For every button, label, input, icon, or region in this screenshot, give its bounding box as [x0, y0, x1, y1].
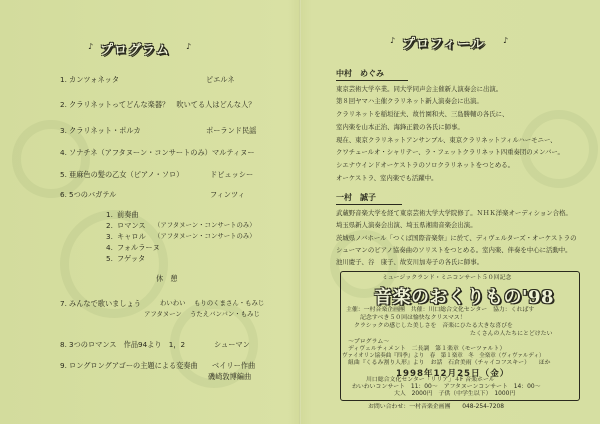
profile-1-line: 第８回ヤマハ主催クラリネット新人演奏会に出演。: [336, 97, 483, 105]
intermission-label: 休 憩: [156, 274, 178, 283]
item-6-composer: フィンツィ: [210, 190, 245, 199]
event-venue: 川口総合文化センター「リリア」４F 音楽ホール: [366, 377, 495, 383]
profile-1-line: 室内楽を山本正治、海鋒正毅の各氏に師事。: [336, 123, 464, 131]
event-note-3: たくさんの人たちにとどけたい: [470, 331, 553, 337]
item-4-title: ソナチネ（アフタヌーン・コンサートのみ）: [69, 148, 212, 157]
music-note-icon: ♪: [503, 36, 509, 45]
event-date: 1998年12月25日（金）: [396, 369, 510, 379]
event-note-1: 記念すべき５０回は愉快なクリスマス！: [360, 315, 466, 321]
item-6-no: 6.: [60, 190, 67, 199]
event-program-label: ～プログラム～: [348, 339, 390, 345]
sub-item-1-no: 1.: [106, 210, 113, 219]
item-5-title: 亜麻色の髪の乙女（ピアノ・ソロ）: [69, 170, 184, 179]
event-title: 音楽のおくりもの'98: [374, 287, 555, 308]
item-8-composer: シューマン: [214, 340, 250, 349]
item-1-composer: ピエルネ: [206, 75, 235, 84]
item-2-no: 2.: [60, 100, 67, 109]
item-7-no: 7.: [60, 299, 67, 308]
profile-2-line: 茨城県ノバホール「つくば国際音楽祭」に於て、ディヴェルターズ・オーケストラの: [336, 234, 577, 242]
profile-1-name: 中村 めぐみ: [336, 69, 384, 78]
event-sponsor: 主催：一村音楽企画團 共催：川口総合文化センター 協力：くればす: [346, 307, 535, 313]
item-7-song-1: わいわい: [160, 299, 186, 307]
item-1-title: カンツォネッタ: [69, 75, 120, 84]
event-contact: お問い合わせ：一村音楽企画團 048-254-7208: [368, 404, 504, 410]
sub-item-3-note: （アフタヌーン・コンサートのみ）: [154, 232, 256, 240]
profile-1-line: シエナウインドオーケストラのソロクラリネットをつとめる。: [336, 161, 515, 169]
item-3-composer: ポーランド民謡: [206, 126, 257, 135]
item-9-no: 9.: [60, 361, 67, 370]
item-7-credit-2: うたえバンバン・もみじ: [190, 310, 260, 318]
sub-item-2-no: 2.: [106, 221, 113, 230]
sub-item-3-no: 3.: [106, 232, 113, 241]
sub-item-2-title: ロマンス: [117, 221, 146, 230]
item-7-credit-1: もりのくまさん・もみじ: [194, 299, 265, 307]
item-7-title: みんなで歌いましょう: [69, 299, 141, 308]
sub-item-4-no: 4.: [106, 243, 113, 252]
event-program-2: ヴァイオリン協奏曲『四季』より 春 第１楽章 冬 全楽章（ヴィヴァルディ）: [342, 353, 545, 359]
item-9-title: ロングロングアゴーの主題による変奏曲: [69, 361, 198, 370]
item-7-song-2: アフタヌーン: [144, 310, 182, 318]
item-8-no: 8.: [60, 340, 67, 349]
item-9-arranger: 磯崎敦博編曲: [208, 372, 252, 381]
music-note-icon: ♪: [88, 42, 94, 51]
item-9-composer: ベイリー作曲: [212, 361, 256, 370]
profile-2-line: 池川慶子、谷 康子、故安川加寿子の各氏に師事。: [336, 258, 483, 266]
sub-item-2-note: （アフタヌーン・コンサートのみ）: [154, 221, 256, 229]
event-times: わいわいコンサート 11：00～ アフタヌーンコンサート 14：00～: [352, 384, 541, 390]
item-5-composer: ドビュッシー: [210, 170, 254, 179]
item-8-title: 3つのロマンス 作品94より 1，2: [69, 340, 186, 349]
item-6-title: 5つのバガテル: [69, 190, 117, 199]
item-4-composer: マルティヌー: [212, 148, 255, 157]
event-program-1: ディヴェルティメント 二長調 第１楽章（モーツァルト）: [348, 346, 506, 352]
profile-2-line: 埼玉県新人演奏会出演、埼玉県湘南音楽会出演。: [336, 221, 477, 229]
sub-item-5-no: 5.: [106, 254, 113, 263]
item-1-no: 1.: [60, 75, 67, 84]
profile-2-line: 武蔵野音楽大学を経て東京芸術大学大学院修了。ＮＨＫ洋楽オーディション合格。: [336, 209, 572, 217]
profile-1-line: 現在、東京クラリネットアンサンブル、東京クラリネットフィルハーモニー、: [336, 136, 557, 144]
sub-item-5-title: フゲッタ: [117, 254, 146, 263]
profile-1-line: 東京芸術大学卒業。同大学同声会主催新人演奏会に出演。: [336, 85, 503, 93]
profile-1-underline: [336, 80, 408, 81]
music-note-icon: ♪: [390, 36, 396, 45]
event-program-3: 組曲『くるみ割り人形』より お話 石倉美雨（チャイコフスキー） ほか: [348, 360, 551, 366]
sub-item-3-title: キャロル: [117, 232, 146, 241]
event-series: ミュージックランド・ミニコンサート５０回記念: [382, 275, 512, 281]
item-2-title: クラリネットってどんな楽器？ 吹いてる人はどんな人？: [69, 100, 256, 109]
profile-1-line: クワチュールオ・シャリテー、ラ・フェットクラリネット四重奏団のメンバー。: [336, 148, 564, 156]
center-fold: [299, 0, 301, 424]
sub-item-1-title: 前奏曲: [117, 210, 139, 219]
profile-heading: プロフィール: [402, 37, 485, 52]
sub-item-4-title: フォルラーヌ: [117, 243, 160, 252]
program-heading: プログラム: [100, 43, 170, 58]
profile-1-line: クラリネットを稲垣征夫、故竹園和夫、三島勝輔の各氏に、: [336, 110, 509, 118]
profile-2-underline: [336, 204, 402, 205]
item-5-no: 5.: [60, 170, 67, 179]
event-note-2: クラシックの感じした美しさを 音楽にひたる大きな喜びを: [354, 323, 513, 329]
profile-2-name: 一村 誠子: [336, 193, 376, 202]
item-3-no: 3.: [60, 126, 67, 135]
item-3-title: クラリネット・ポルカ: [69, 126, 141, 135]
music-note-icon: ♪: [186, 42, 192, 51]
profile-2-line: シューマンのピアノ協奏曲のソリストをつとめる。室内楽、伴奏を中心に活動中。: [336, 246, 572, 254]
profile-1-line: オーケストラ、室内楽でも活躍中。: [336, 174, 438, 182]
event-prices: 大人 2000円 子供（中学生以下） 1000円: [394, 391, 516, 397]
item-4-no: 4.: [60, 148, 67, 157]
